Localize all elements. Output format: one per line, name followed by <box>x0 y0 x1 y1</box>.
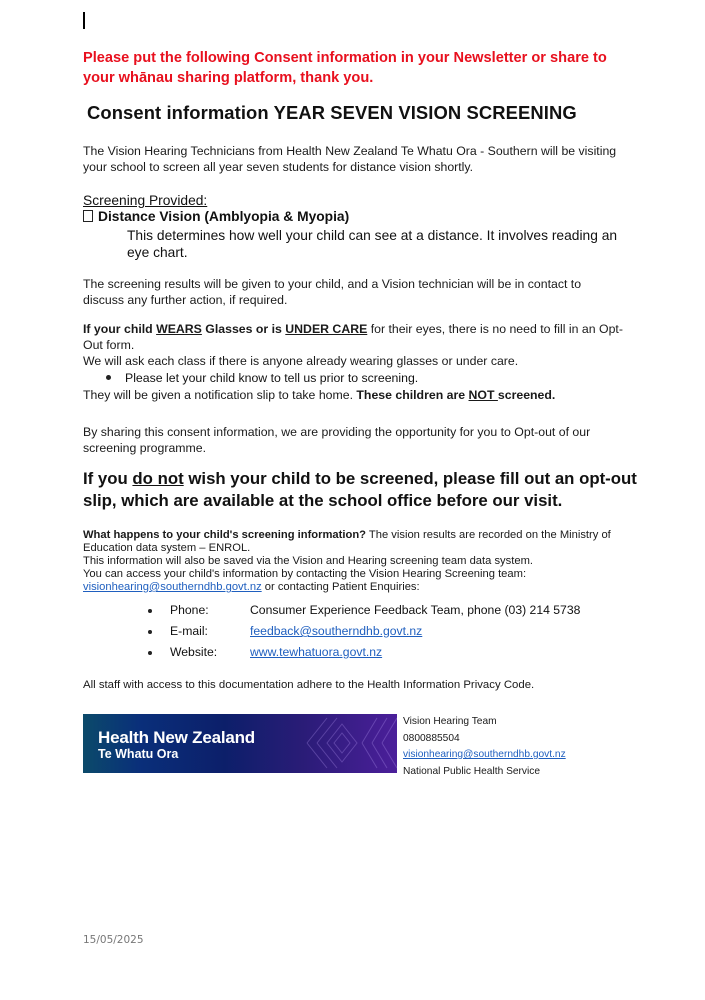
contact-label: E-mail: <box>170 624 208 638</box>
slip-end: screened. <box>497 388 556 402</box>
signature-block <box>403 714 566 780</box>
bullet-icon <box>148 651 152 655</box>
bullet-icon <box>106 375 111 380</box>
document-date: 15/05/2025 <box>83 934 144 946</box>
bullet-icon <box>148 609 152 613</box>
wears-part3: for their eyes, there is no need to fill in an Opt-Out form. <box>83 322 623 352</box>
wears-part1: If your child <box>83 322 157 336</box>
slip-paragraph <box>83 387 623 403</box>
contact-label: Website: <box>170 645 218 659</box>
banner-subtitle: Te Whatu Ora <box>98 747 179 761</box>
optout-part1: If you <box>83 469 133 488</box>
wears-emphasis: WEARS <box>156 322 202 336</box>
screening-heading: Screening Provided: <box>83 193 208 208</box>
document-title: Consent information YEAR SEVEN VISION SCREENING <box>87 102 577 123</box>
feedback-email-link[interactable]: feedback@southerndhb.govt.nz <box>250 624 423 638</box>
vision-email-link[interactable]: visionhearing@southerndhb.govt.nz <box>83 581 262 593</box>
info-line2: This information will also be saved via the Vision and Hearing screening team data system. <box>83 555 534 567</box>
sharing-paragraph: By sharing this consent information, we are providing the opportunity for you to Opt-out of our screening programme. <box>83 425 591 455</box>
optout-paragraph <box>83 468 643 512</box>
optout-part2: wish your child to be screened, please fill out an opt-out slip, which are available at the school office before our visit. <box>83 469 637 510</box>
slip-part1: They will be given a notification slip to take home. <box>83 388 357 402</box>
screening-description: This determines how well your child can see at a distance. It involves reading an eye chart. <box>127 228 618 260</box>
contact-label: Phone: <box>170 603 209 617</box>
not-emphasis: NOT <box>468 388 498 402</box>
ask-class-paragraph: We will ask each class if there is anyone already wearing glasses or under care. <box>83 354 519 368</box>
signature-email-link[interactable]: visionhearing@southerndhb.govt.nz <box>403 749 566 760</box>
do-not-emphasis: do not <box>132 469 184 488</box>
checkbox-icon <box>83 210 93 222</box>
info-question: What happens to your child's screening information? <box>83 529 366 541</box>
bullet-text: Please let your child know to tell us prior to screening. <box>125 371 419 385</box>
results-paragraph: The screening results will be given to your child, and a Vision technician will be in contact to discuss any further action, if required. <box>83 277 582 307</box>
signature-phone: 0800885504 <box>403 732 460 744</box>
privacy-statement: All staff with access to this documentation adhere to the Health Information Privacy Code. <box>83 679 535 691</box>
wears-part2: Glasses or is <box>201 322 286 336</box>
info-line1: The vision results are recorded on the Ministry of Education data system – ENROL. <box>83 529 611 554</box>
signature-team: Vision Hearing Team <box>403 716 497 727</box>
bullet-item <box>106 371 418 385</box>
info-line3: You can access your child's information by contacting the Vision Hearing Screening team: <box>83 568 527 580</box>
info-paragraph <box>83 529 643 594</box>
banner-title: Health New Zealand <box>98 728 255 747</box>
contact-value: Consumer Experience Feedback Team, phone (03) 214 5738 <box>250 603 581 617</box>
info-line4: or contacting Patient Enquiries: <box>261 581 420 593</box>
slip-bold: These children are <box>356 388 469 402</box>
glasses-paragraph <box>83 321 623 353</box>
under-care-emphasis: UNDER CARE <box>285 322 368 336</box>
screening-item-label: Distance Vision (Amblyopia & Myopia) <box>98 209 350 224</box>
screening-item <box>83 209 349 224</box>
health-nz-logo-banner <box>83 714 397 773</box>
intro-paragraph: The Vision Hearing Technicians from Health New Zealand Te Whatu Ora - Southern will be visiting your school to screen all year seven students for distance vision shortly. <box>83 144 617 174</box>
bullet-icon <box>148 630 152 634</box>
chevron-pattern-icon <box>287 714 397 773</box>
text-cursor <box>83 12 85 29</box>
website-link[interactable]: www.tewhatuora.govt.nz <box>250 645 383 659</box>
signature-service: National Public Health Service <box>403 765 541 777</box>
newsletter-notice: Please put the following Consent information in your Newsletter or share to your whānau sharing platform, thank you. <box>83 50 607 86</box>
